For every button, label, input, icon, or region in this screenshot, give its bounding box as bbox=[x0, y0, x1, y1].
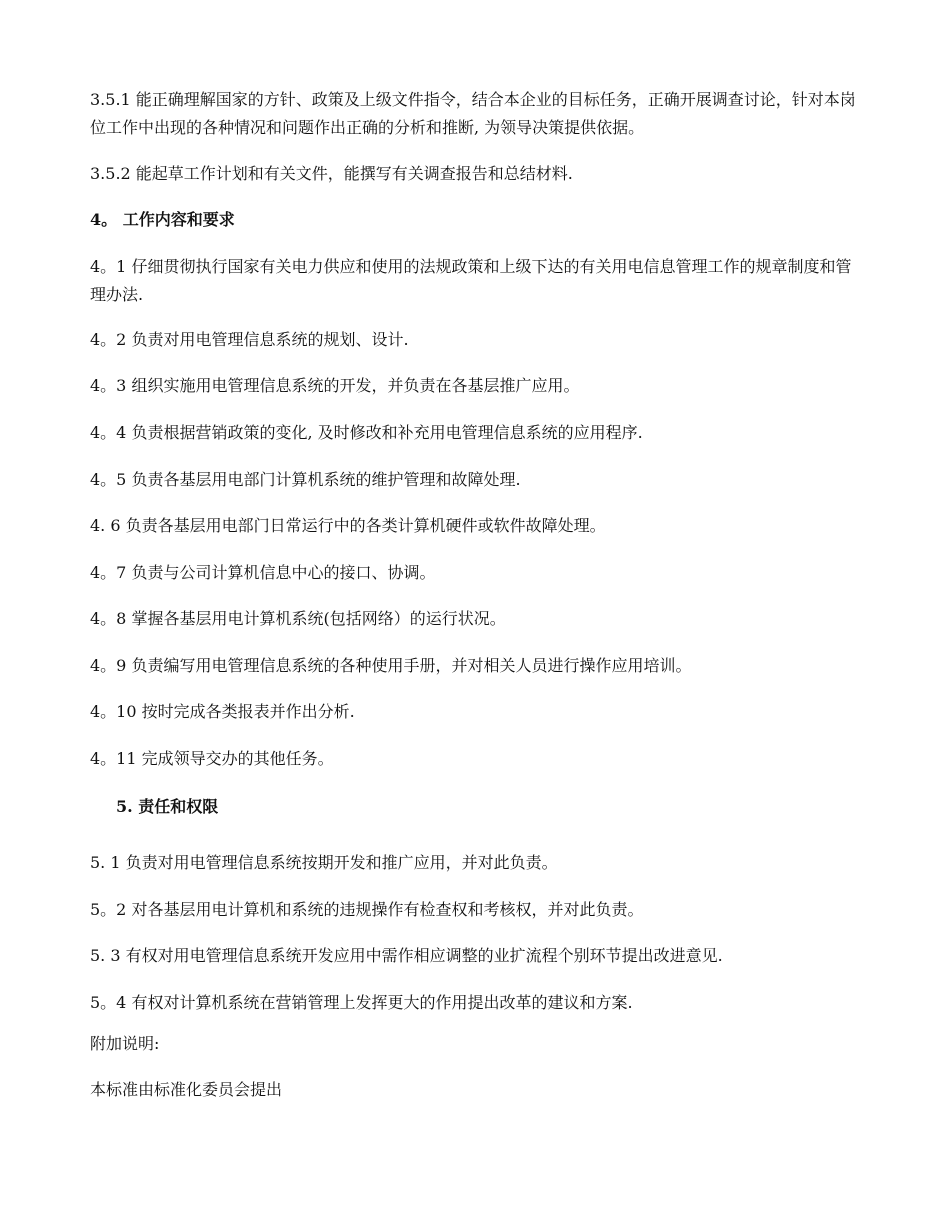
paragraph-4-7: 4。7 负责与公司计算机信息中心的接口、协调。 bbox=[90, 563, 436, 582]
paragraph-3-5-1: 3.5.1 能正确理解国家的方针、政策及上级文件指令，结合本企业的目标任务，正确开展调查讨论，针对本岗位工作中出现的各种情况和问题作出正确的分析和推断, 为领导决策提供依据。 bbox=[90, 90, 856, 137]
section-heading-4: 4。 工作内容和要求 bbox=[90, 210, 235, 229]
paragraph-4-1: 4。1 仔细贯彻执行国家有关电力供应和使用的法规政策和上级下达的有关用电信息管理工作的规章制度和管理办法. bbox=[90, 257, 852, 304]
section-heading-5: 5. 责任和权限 bbox=[116, 797, 219, 816]
paragraph-4-2: 4。2 负责对用电管理信息系统的规划、设计. bbox=[90, 330, 409, 349]
additional-notes-label: 附加说明: bbox=[90, 1034, 160, 1053]
paragraph-4-9: 4。9 负责编写用电管理信息系统的各种使用手册，并对相关人员进行操作应用培训。 bbox=[90, 656, 692, 675]
paragraph-5-1: 5. 1 负责对用电管理信息系统按期开发和推广应用，并对此负责。 bbox=[90, 853, 558, 872]
paragraph-4-11: 4。11 完成领导交办的其他任务。 bbox=[90, 749, 334, 768]
paragraph-4-6: 4. 6 负责各基层用电部门日常运行中的各类计算机硬件或软件故障处理。 bbox=[90, 516, 606, 535]
paragraph-4-3: 4。3 组织实施用电管理信息系统的开发，并负责在各基层推广应用。 bbox=[90, 376, 580, 395]
paragraph-4-8: 4。8 掌握各基层用电计算机系统(包括网络）的运行状况。 bbox=[90, 609, 506, 628]
paragraph-4-4: 4。4 负责根据营销政策的变化, 及时修改和补充用电管理信息系统的应用程序. bbox=[90, 423, 643, 442]
paragraph-5-3: 5. 3 有权对用电管理信息系统开发应用中需作相应调整的业扩流程个别环节提出改进意见. bbox=[90, 946, 723, 965]
paragraph-5-4: 5。4 有权对计算机系统在营销管理上发挥更大的作用提出改革的建议和方案. bbox=[90, 993, 633, 1012]
paragraph-3-5-2: 3.5.2 能起草工作计划和有关文件，能撰写有关调查报告和总结材料. bbox=[90, 164, 573, 183]
paragraph-4-5: 4。5 负责各基层用电部门计算机系统的维护管理和故障处理. bbox=[90, 470, 521, 489]
paragraph-5-2: 5。2 对各基层用电计算机和系统的违规操作有检查权和考核权，并对此负责。 bbox=[90, 900, 644, 919]
standard-proposal-note: 本标准由标准化委员会提出 bbox=[90, 1080, 283, 1099]
paragraph-4-10: 4。10 按时完成各类报表并作出分析. bbox=[90, 702, 355, 721]
